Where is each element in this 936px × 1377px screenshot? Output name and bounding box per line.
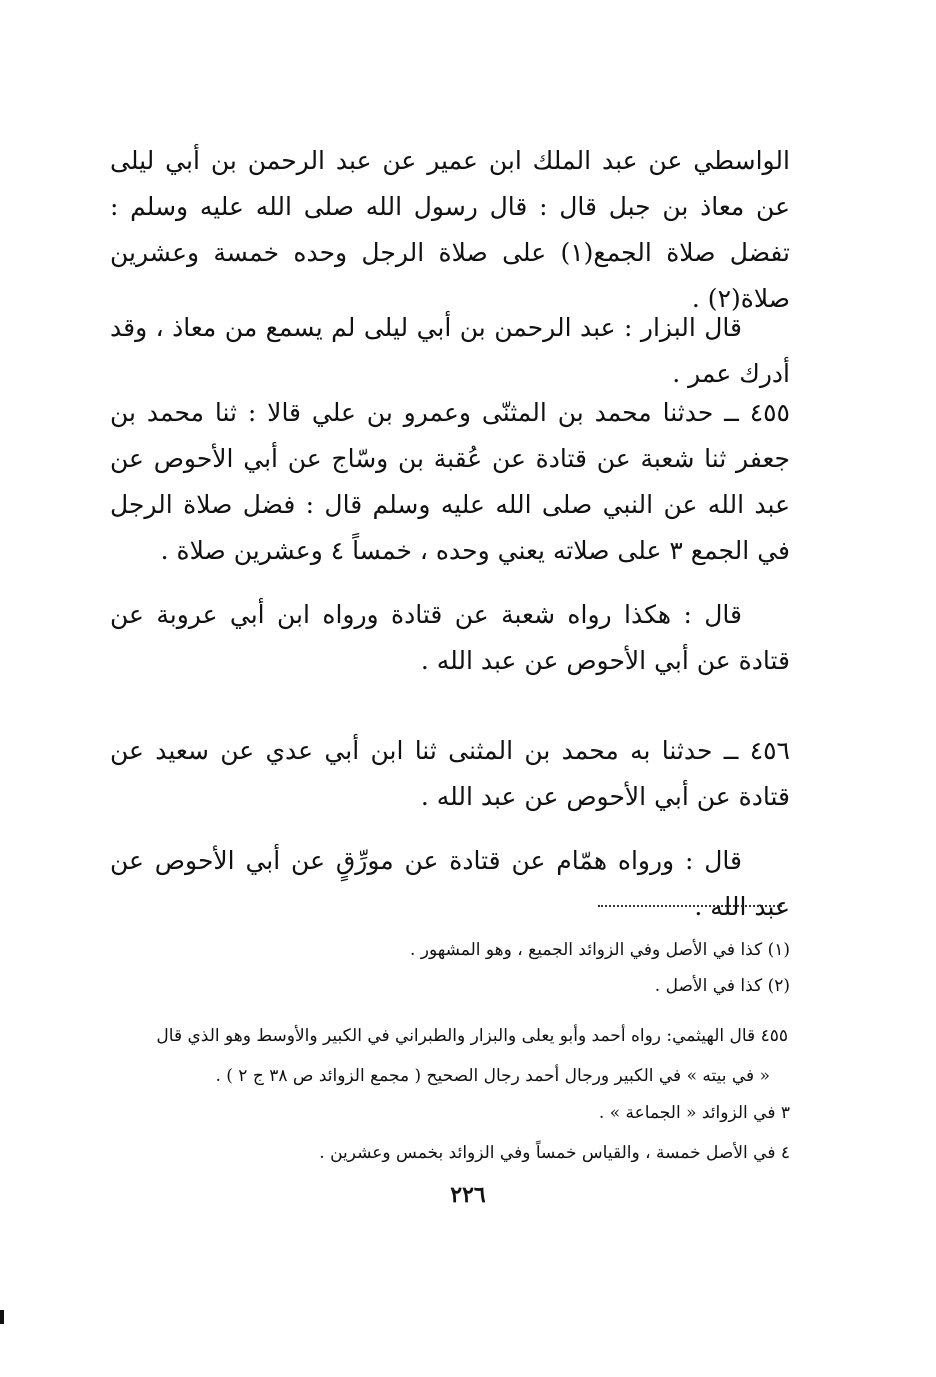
footnote-separator <box>598 905 782 907</box>
footnote-455-line-2: « في بيته » في الكبير ورجال أحمد رجال الصحيح ( مجمع الزوائد ص ٣٨ ج ٢ ) . <box>215 1066 770 1086</box>
footnote-3: ٣ في الزوائد « الجماعة » . <box>598 1103 790 1123</box>
scan-edge-mark <box>0 1310 4 1324</box>
paragraph-bazzar-remark: قال البزار : عبد الرحمن بن أبي ليلى لم يسمع من معاذ ، وقد أدرك عمر . <box>110 313 790 388</box>
footnote-455-line-1: ٤٥٥ قال الهيثمي: رواه أحمد وأبو يعلى والبزار والطبراني في الكبير والأوسط وهو الذي قال <box>156 1026 788 1046</box>
footnote-4: ٤ في الأصل خمسة ، والقياس خمساً وفي الزوائد بخمس وعشرين . <box>319 1143 790 1163</box>
footnote-1: (١) كذا في الأصل وفي الزوائد الجميع ، وهو المشهور . <box>409 940 790 960</box>
footnote-2: (٢) كذا في الأصل . <box>654 976 790 996</box>
paragraph-narration-note: قال : هكذا رواه شعبة عن قتادة ورواه ابن أبي عروبة عن قتادة عن أبي الأحوص عن عبد الله . <box>110 600 790 675</box>
paragraph-hammam-note: قال : ورواه همّام عن قتادة عن مورِّقٍ عن أبي الأحوص عن عبد الله . <box>110 846 790 921</box>
hadith-456: ٤٥٦ ــ حدثنا به محمد بن المثنى ثنا ابن أبي عدي عن سعيد عن قتادة عن أبي الأحوص عن عبد الله . <box>110 736 790 811</box>
paragraph-continuation: الواسطي عن عبد الملك ابن عمير عن عبد الرحمن بن أبي ليلى عن معاذ بن جبل قال : قال رسول الله صلى الله عليه وسلم : تفضل صلاة الجمع(١) على صلاة الرجل وحده خمسة وعشرين صلاة(٢) . <box>110 146 790 313</box>
page-number: ٢٢٦ <box>450 1182 486 1208</box>
hadith-455: ٤٥٥ ــ حدثنا محمد بن المثنّى وعمرو بن علي قالا : ثنا محمد بن جعفر ثنا شعبة عن قتادة عن عُقبة بن وسّاج عن أبي الأحوص عن عبد الله عن النبي صلى الله عليه وسلم قال : فضل صلاة الرجل في الجمع ٣ على صلاته يعني وحده ، خمساً ٤ وعشرين صلاة . <box>110 398 790 565</box>
